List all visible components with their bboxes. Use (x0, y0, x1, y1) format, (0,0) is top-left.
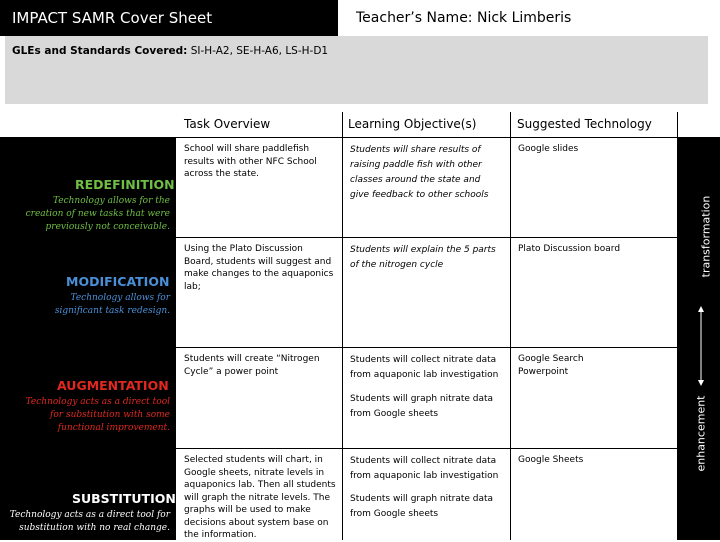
desc-line: functional improvement. (57, 423, 170, 433)
header-task-overview: Task Overview (184, 117, 271, 131)
samr-table (176, 112, 678, 540)
redefinition-objective: Students will share results of raising paddle fish with other classes around the state and give feedback to other schools (350, 145, 489, 200)
redefinition-description (0, 195, 170, 234)
augmentation-description (0, 396, 170, 435)
header-suggested-technology: Suggested Technology (517, 117, 652, 131)
row-divider (176, 347, 678, 348)
desc-line: Technology acts as a direct tool (25, 397, 170, 407)
substitution-task: Selected students will chart, in Google sheets, nitrate levels in aquaponics lab. Then all students will graph the nitrate levels. The graphs will be used to make decisions about system base on the information. (184, 455, 336, 540)
desc-line: Technology acts as a direct tool for (9, 510, 170, 520)
desc-line: for substitution with some (50, 410, 170, 420)
redefinition-task: School will share paddlefish results with other NFC School across the state. (184, 144, 317, 179)
augmentation-tech: Google Search Powerpoint (518, 354, 584, 377)
enhancement-label: enhancement (694, 395, 708, 472)
modification-tech: Plato Discussion board (518, 244, 621, 254)
gles-label: GLEs and Standards Covered: (12, 45, 188, 57)
level-modification: MODIFICATION (66, 274, 170, 289)
column-divider (342, 112, 343, 540)
substitution-objective-2: Students will graph nitrate data from Google sheets (350, 494, 494, 519)
desc-line: creation of new tasks that were (25, 209, 170, 219)
modification-task: Using the Plato Discussion Board, students will suggest and make changes to the aquaponics lab; (184, 244, 334, 292)
substitution-description (0, 509, 170, 535)
teacher-name: Teacher’s Name: Nick Limberis (356, 10, 572, 26)
augmentation-objective-1: Students will collect nitrate data from aquaponic lab investigation (350, 355, 499, 380)
transformation-label: transformation (699, 195, 713, 278)
row-divider (176, 137, 678, 138)
row-divider (176, 448, 678, 449)
row-divider (176, 237, 678, 238)
substitution-objective-1: Students will collect nitrate data from aquaponic lab investigation (350, 456, 499, 481)
desc-line: Technology allows for (70, 293, 170, 303)
desc-line: significant task redesign. (54, 306, 170, 316)
level-substitution: SUBSTITUTION (72, 491, 176, 506)
substitution-tech: Google Sheets (518, 455, 584, 465)
augmentation-objective-2: Students will graph nitrate data from Google sheets (350, 394, 494, 419)
desc-line: Technology allows for the (52, 196, 170, 206)
modification-objective: Students will explain the 5 parts of the nitrogen cycle (350, 245, 496, 270)
level-augmentation: AUGMENTATION (57, 378, 169, 393)
header-learning-objectives: Learning Objective(s) (348, 117, 477, 131)
desc-line: substitution with no real change. (19, 523, 170, 533)
level-redefinition: REDEFINITION (75, 177, 175, 192)
gles-standards (12, 45, 328, 57)
page-title: IMPACT SAMR Cover Sheet (12, 9, 213, 27)
gles-value: SI-H-A2, SE-H-A6, LS-H-D1 (187, 45, 329, 57)
augmentation-task: Students will create “Nitrogen Cycle” a power point (184, 354, 320, 377)
column-divider (510, 112, 511, 540)
desc-line: previously not conceivable. (45, 222, 170, 232)
double-arrow-icon (698, 306, 704, 386)
modification-description (0, 292, 170, 318)
column-divider (677, 112, 678, 540)
redefinition-tech: Google slides (518, 144, 579, 154)
